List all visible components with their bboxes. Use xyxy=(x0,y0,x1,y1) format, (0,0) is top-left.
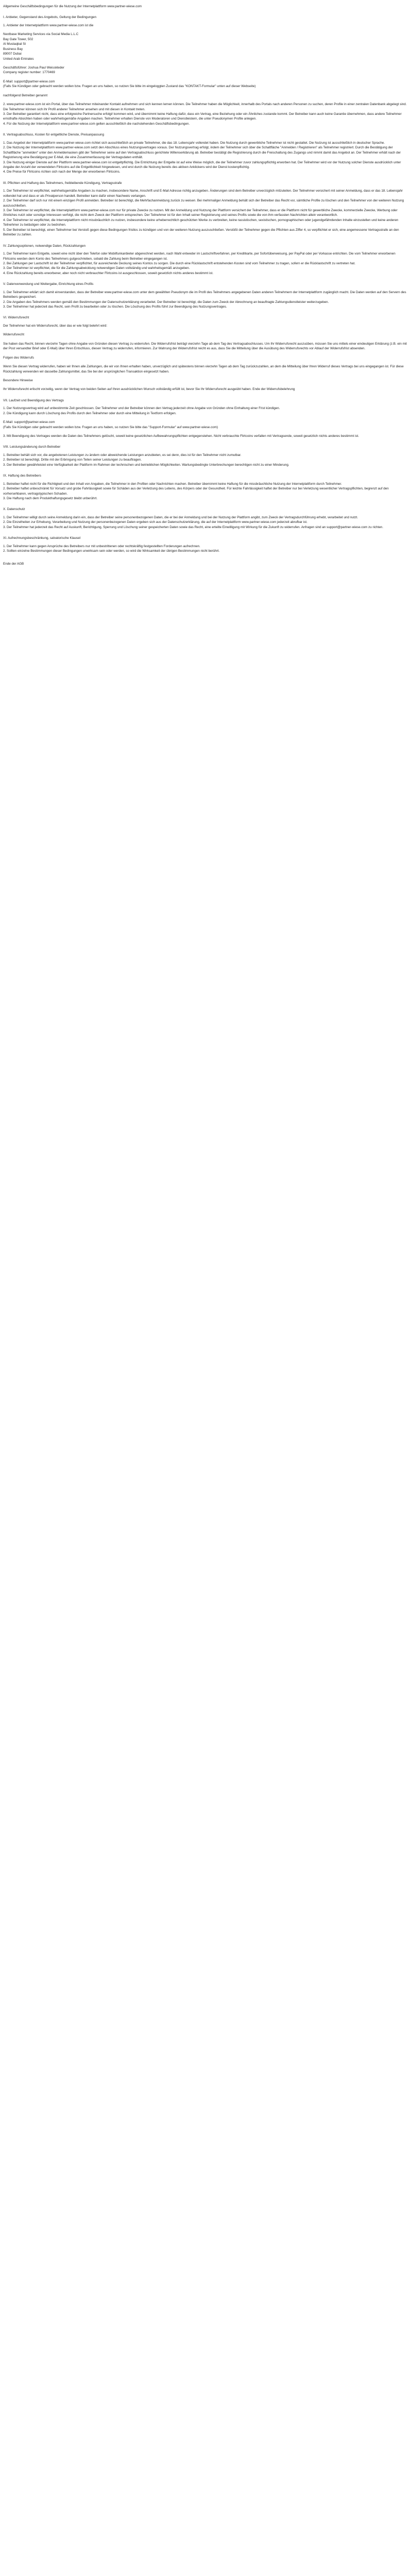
sections-container xyxy=(3,15,409,553)
section-paragraph: 1. Der Teilnehmer kann gegen Ansprüche des Betreibers nur mit unbestrittenen oder rechtskräftig festgestellten Forderungen aufrechnen. 2. Sollten einzelne Bestimmungen dieser Bedingungen unwirksam sein oder werden, so wird die Wirksamkeit der übrigen Bestimmungen nicht berührt. xyxy=(3,544,220,553)
section-heading: X. Datenschutz xyxy=(3,507,25,512)
section-paragraph: 1. Betreiber haftet nicht für die Richtigkeit und den Inhalt von Angaben, die Teilnehmer in den Profilen oder Nachrichten machen. Betreiber übernimmt keine Haftung für die missbräuchliche Nutzung der Internetplattform durch Teilnehmer. 2. Betreiber haftet unbeschränkt für Vorsatz und grobe Fahrlässigkeit sowie für Schäden aus der Verletzung des Lebens, des Körpers oder der Gesundheit. Für leichte Fahrlässigkeit haftet der Betreiber nur bei Verletzung wesentlicher Vertragspflichten, begrenzt auf den vorhersehbaren, vertragstypischen Schaden. 3. Die Haftung nach dem Produkthaftungsgesetz bleibt unberührt. xyxy=(3,482,389,500)
page-title: Allgemeine Geschäftsbedingungen für die Nutzung der Internetplattform www.partner-wiese.com xyxy=(3,5,142,8)
section-heading: VI. Widerrufsrecht xyxy=(3,316,29,320)
terms-section xyxy=(3,473,409,501)
section-paragraph: Geschäftsführer: Joshua Paul Weisskleder Company register number: 1770469 xyxy=(3,65,64,75)
section-paragraph: E-Mail: support@partner-wiese.com (Falls Sie Kündigen oder gebracht werden wollen bzw. Fragen an uns haben, so nutzen Sie bitte das "Support-Formular" auf www.partner-wiese.com) xyxy=(3,420,218,429)
section-paragraph: Folgen des Widerrufs xyxy=(3,355,34,360)
terms-section xyxy=(3,15,409,126)
section-paragraph: 2. www.partner-wiese.com ist ein Portal, über das Teilnehmer miteinander Kontakt aufnehmen und sich kennen lernen können. Die Teilnehmer haben die Möglichkeit, innerhalb des Portals nach anderen Personen zu suchen, deren Profile in einer zentralen Datenbank abgelegt sind. Die Teilnehmer können sich ihr Profil anderer Teilnehmer ansehen und mit diesen in Kontakt treten. 3. Der Betreiber garantiert nicht, dass eine erfolgreiche Partnersuche erfolgt/ kommen wird, und übernimmt keine Haftung dafür, dass ein Vertrag, eine Beziehung oder ein Ähnliches zustande kommt. Der Betreiber kann auch keine Garantie übernehmen, dass andere Teilnehmer ernsthafte Absichten haben oder wahrheitsgemäße Angaben machen. Teilnehmer erhalten Dienste von Moderatoren und Dienstleistern, die unter Pseudonymen Profile anlegen. 4. Für die Nutzung der Internetplattform www.partner-wiese.com gelten ausschließlich die nachstehenden Geschäftsbedingungen. xyxy=(3,103,407,126)
section-heading: VII. Laufzeit und Beendigung des Vertrags xyxy=(3,398,64,402)
section-paragraph: 3. Mit Beendigung des Vertrages werden die Daten des Teilnehmers gelöscht, soweit keine gesetzlichen Aufbewahrungspflichten entgegenstehen. Nicht verbrauchte Flirtcoins verfallen mit Vertragsende, soweit gesetzlich nichts anderes bestimmt ist. xyxy=(3,434,359,438)
agb-document xyxy=(0,0,412,567)
section-paragraph: 1. Der Nutzungsvertrag wird auf unbestimmte Zeit geschlossen. Der Teilnehmer und der Betreiber können den Vertrag jederzeit ohne Angabe von Gründen ohne Einhaltung einer Frist kündigen. 2. Die Kündigung kann durch Löschung des Profils durch den Teilnehmer oder durch eine Mitteilung in Textform erfolgen. xyxy=(3,406,280,415)
section-heading: I. Anbieter, Gegenstand des Angebots, Geltung der Bedingungen xyxy=(3,15,96,20)
section-paragraph: Nextbase Marketing Services via Social Media L.L.C Bay Gate Tower, 502 Al Mustaqbal St Business Bay 89007 Dubai United Arab Emirates xyxy=(3,32,79,61)
terms-section xyxy=(3,244,409,276)
section-heading: XI. Aufrechnungsbeschränkung, salvatorische Klausel xyxy=(3,536,81,540)
section-paragraph: Wenn Sie diesen Vertrag widerrufen, haben wir Ihnen alle Zahlungen, die wir von Ihnen erhalten haben, unverzüglich und spätestens binnen vierzehn Tagen ab dem Tag zurückzuzahlen, an dem die Mitteilung über Ihren Widerruf dieses Vertrags bei uns eingegangen ist. Für diese Rückzahlung verwenden wir dasselbe Zahlungsmittel, das Sie bei der ursprünglichen Transaktion eingesetzt haben. xyxy=(3,365,404,374)
section-paragraph: 1. Der Teilnehmer willigt durch seine Anmeldung darin ein, dass der Betreiber seine personenbezogenen Daten, die er bei der Anmeldung und bei der Nutzung der Plattform angibt, zum Zweck der Vertragsdurchführung erhebt, verarbeitet und nutzt. 2. Die Einzelheiten zur Erhebung, Verarbeitung und Nutzung der personenbezogenen Daten ergeben sich aus der Datenschutzerklärung, die auf der Internetplattform www.partner-wiese.com jederzeit abrufbar ist. 3. Der Teilnehmer hat jederzeit das Recht auf Auskunft, Berichtigung, Sperrung und Löschung seiner gespeicherten Daten sowie das Recht, eine erteilte Einwilligung mit Wirkung für die Zukunft zu widerrufen. Anfragen sind an support@partner-wiese.com zu richten. xyxy=(3,515,384,529)
section-paragraph: 1. Der Teilnehmer kann Entgelte, soweit eine nicht über den Telefon oder Mobilfunkanbieter abgerechnet werden, nach Wahl entweder im Lastschriftverfahren, per Kreditkarte, per Sofortüberweisung, per PayPal oder per Vorkasse entrichten. Die vom Teilnehmer erworbenen Flirtcoins werden dem Konto des Teilnehmers gutgeschrieben, sobald die Zahlung beim Betreiber eingegangen ist. 2. Bei Zahlungen per Lastschrift ist der Teilnehmer verpflichtet, für ausreichende Deckung seines Kontos zu sorgen. Die durch eine Rücklastschrift entstehenden Kosten sind vom Teilnehmer zu tragen, sofern er die Rücklastschrift zu vertreten hat. 3. Der Teilnehmer ist verpflichtet, die für die Zahlungsabwicklung notwendigen Daten vollständig und wahrheitsgemäß anzugeben. 4. Eine Rückzahlung bereits erworbener, aber noch nicht verbrauchter Flirtcoins ist ausgeschlossen, soweit gesetzlich nichts anderes bestimmt ist. xyxy=(3,252,396,275)
section-paragraph: 1. Anbieter der Internetplattform www.partner-wiese.com ist die xyxy=(3,23,94,27)
terms-section xyxy=(3,398,409,439)
end-of-terms: Ende der AGB xyxy=(3,562,24,566)
terms-section xyxy=(3,507,409,530)
terms-section xyxy=(3,181,409,238)
section-paragraph: 1. Der Teilnehmer erklärt sich damit einverstanden, dass der Betreiber www.partner-wiese.com unter dem gewählten Pseudonym die im Profil des Teilnehmers angegebenen Daten anderen Teilnehmern der Internetplattform zugänglich macht. Die Daten werden auf den Servern des Betreibers gespeichert. 2. Die Angaben des Teilnehmers werden gemäß den Bestimmungen der Datenschutzerklärung verarbeitet. Der Betreiber ist berechtigt, die Daten zum Zweck der Abrechnung an beauftragte Zahlungsdienstleister weiterzugeben. 3. Der Teilnehmer hat jederzeit das Recht, sein Profil zu bearbeiten oder zu löschen. Die Löschung des Profils führt zur Beendigung des Nutzungsvertrages. xyxy=(3,290,406,309)
section-paragraph: Der Teilnehmer hat ein Widerrufsrecht, über das er wie folgt belehrt wird: xyxy=(3,324,108,328)
section-heading: III. Pflichten und Haftung des Teilnehmers, freibleibende Kündigung, Vertragsstrafe xyxy=(3,181,122,185)
section-paragraph: 1. Das Angebot der Internetplattform www.partner-wiese.com richtet sich ausschließlich an private Teilnehmer, die das 18. Lebensjahr vollendet haben. Die Nutzung durch gewerbliche Teilnehmer ist nicht gestattet. Die Nutzung ist ausschließlich in deutscher Sprache. 2. Die Nutzung der Internetplattform www.partner-wiese.com setzt den Abschluss eines Nutzungsvertrages voraus. Der Nutzungsvertrag erfolgt, indem der Teilnehmer sich über die Schaltfläche "Anmelden / Registrieren" als Teilnehmer registriert. Durch die Bestätigung der Schaltfläche "anmelden" unter den Anmeldemasken gibt der Teilnehmer seine auf den Vertragsabschluss gerichtete Willenserklärung ab. Betreiber bestätigt die Registrierung durch die Freischaltung des Zugangs und nimmt damit das Angebot an. Der Teilnehmer erhält nach der Registrierung eine Bestätigung per E-Mail, die eine Zusammenfassung der Vertragsdaten enthält. 3. Die Nutzung einiger Dienste auf der Plattform www.partner-wiese.com ist entgeltpflichtig. Die Entrichtung der Entgelte ist auf eine Weise möglich, die der Teilnehmer zuvor zahlungspflichtig erworben hat. Der Teilnehmer wird vor der Nutzung solcher Dienste ausdrücklich unter Angabe der Anzahl der verwendeten Flirtcoins auf die Entgeltlichkeit hingewiesen, und erst durch die Nutzung bereits des aktiven Anklickens wird der Dienst kostenpflichtig. 4. Die Preise für Flirtcoins richten sich nach der Menge der erworbenen Flirtcoins. xyxy=(3,141,401,174)
section-paragraph: Sie haben das Recht, binnen vierzehn Tagen ohne Angabe von Gründen diesen Vertrag zu widerrufen. Die Widerrufsfrist beträgt vierzehn Tage ab dem Tag des Vertragsabschlusses. Um Ihr Widerrufsrecht auszuüben, müssen Sie uns mittels einer eindeutigen Erklärung (z.B. ein mit der Post versandter Brief oder E-Mail) über Ihren Entschluss, diesen Vertrag zu widerrufen, informieren. Zur Wahrung der Widerrufsfrist reicht es aus, dass Sie die Mitteilung über die Ausübung des Widerrufsrechts vor Ablauf der Widerrufsfrist absenden. xyxy=(3,342,407,351)
section-paragraph: Ihr Widerrufsrecht erlischt vorzeitig, wenn der Vertrag von beiden Seiten auf Ihren ausdrücklichen Wunsch vollständig erfüllt ist, bevor Sie Ihr Widerrufsrecht ausgeübt haben. Ende der Widerrufsbelehrung xyxy=(3,387,295,392)
section-paragraph: E-Mail: support@partner-wiese.com (Falls Sie Kündigen oder gebracht werden wollen bzw. Fragen an uns haben, so nutzen Sie bitte im eingeloggten Zustand das "KONTAKT-Formular" unten auf dieser Webseite) xyxy=(3,79,256,89)
section-heading: VIII. Leistungsänderung durch Betreiber xyxy=(3,445,61,449)
section-heading: V. Datenverwendung und Weitergabe, Einrichtung eines Profils xyxy=(3,282,94,286)
section-heading: IX. Haftung des Betreibers xyxy=(3,474,41,478)
section-paragraph: 1. Betreiber behält sich vor, die angebotenen Leistungen zu ändern oder abweichende Leistungen anzubieten, es sei denn, dies ist für den Teilnehmer nicht zumutbar. 2. Betreiber ist berechtigt, Dritte mit der Erbringung von Teilen seiner Leistungen zu beauftragen. 3. Der Betreiber gewährleistet eine Verfügbarkeit der Plattform im Rahmen der technischen und betrieblichen Möglichkeiten. Wartungsbedingte Unterbrechungen berechtigen nicht zu einer Minderung. xyxy=(3,453,289,467)
terms-section xyxy=(3,445,409,467)
section-paragraph: Widerrufsrecht xyxy=(3,333,24,337)
terms-section xyxy=(3,315,409,392)
section-paragraph: Besondere Hinweise xyxy=(3,378,33,382)
terms-section xyxy=(3,536,409,553)
section-heading: II. Vertragsabschluss, Kosten für entgeltliche Dienste, Preisanpassung xyxy=(3,133,105,137)
section-paragraph: nachfolgend Betreiber genannt xyxy=(3,93,48,97)
section-paragraph: 1. Der Teilnehmer ist verpflichtet, wahrheitsgemäße Angaben zu machen, insbesondere Name, Anschrift und E-Mail Adresse richtig anzugeben. Änderungen sind dem Betreiber unverzüglich mitzuteilen. Der Teilnehmer versichert mit seiner Anmeldung, dass er das 18. Lebensjahr vollendet hat und dass er als Privatperson handelt. Betreiber kann dafür einen Nachweis verlangen. 2. Der Teilnehmer darf sich nur mit einem einzigen Profil anmelden. Betreiber ist berechtigt, die Mehrfachanmeldung zurück zu weisen. Bei mehrmaliger Anmeldung behält sich der Betreiber das Recht vor, sämtliche Profile zu löschen und den Teilnehmer von der weiteren Nutzung auszuschließen. 3. Der Teilnehmer ist verpflichtet, die Internetplattform www.partner-wiese.com nur für private Zwecke zu nutzen. Mit der Anmeldung und Nutzung der Plattform versichert der Teilnehmer, dass er die Plattform nicht für gewerbliche Zwecke, kommerzielle Zwecke, Werbung oder Ähnliches nutzt oder sonstige Interessen verfolgt, die nicht dem Zweck der Plattform entsprechen. Der Teilnehmer ist für den Inhalt seiner Registrierung und seines Profils sowie die von ihm verfassten Nachrichten allein verantwortlich. 4. Der Teilnehmer ist verpflichtet, die Internetplattform nicht missbräuchlich zu nutzen, insbesondere keine urheberrechtlich geschützten Werke zu verbreiten, keine rassistischen, sexistischen, pornographischen oder jugendgefährdenden Inhalte einzustellen und keine anderen Teilnehmer zu belästigen oder zu bedrohen. 5. Der Betreiber ist berechtigt, einen Teilnehmer bei Verstoß gegen diese Bedingungen fristlos zu kündigen und von der weiteren Nutzung auszuschließen. Verstößt der Teilnehmer gegen die Pflichten aus Ziffer 4, so verpflichtet er sich, eine angemessene Vertragsstrafe an den Betreiber zu zahlen. xyxy=(3,189,404,237)
terms-section xyxy=(3,282,409,309)
section-heading: IV. Zahlungsoptionen, notwendige Daten, Rückzahlungen xyxy=(3,244,86,248)
terms-section xyxy=(3,132,409,175)
